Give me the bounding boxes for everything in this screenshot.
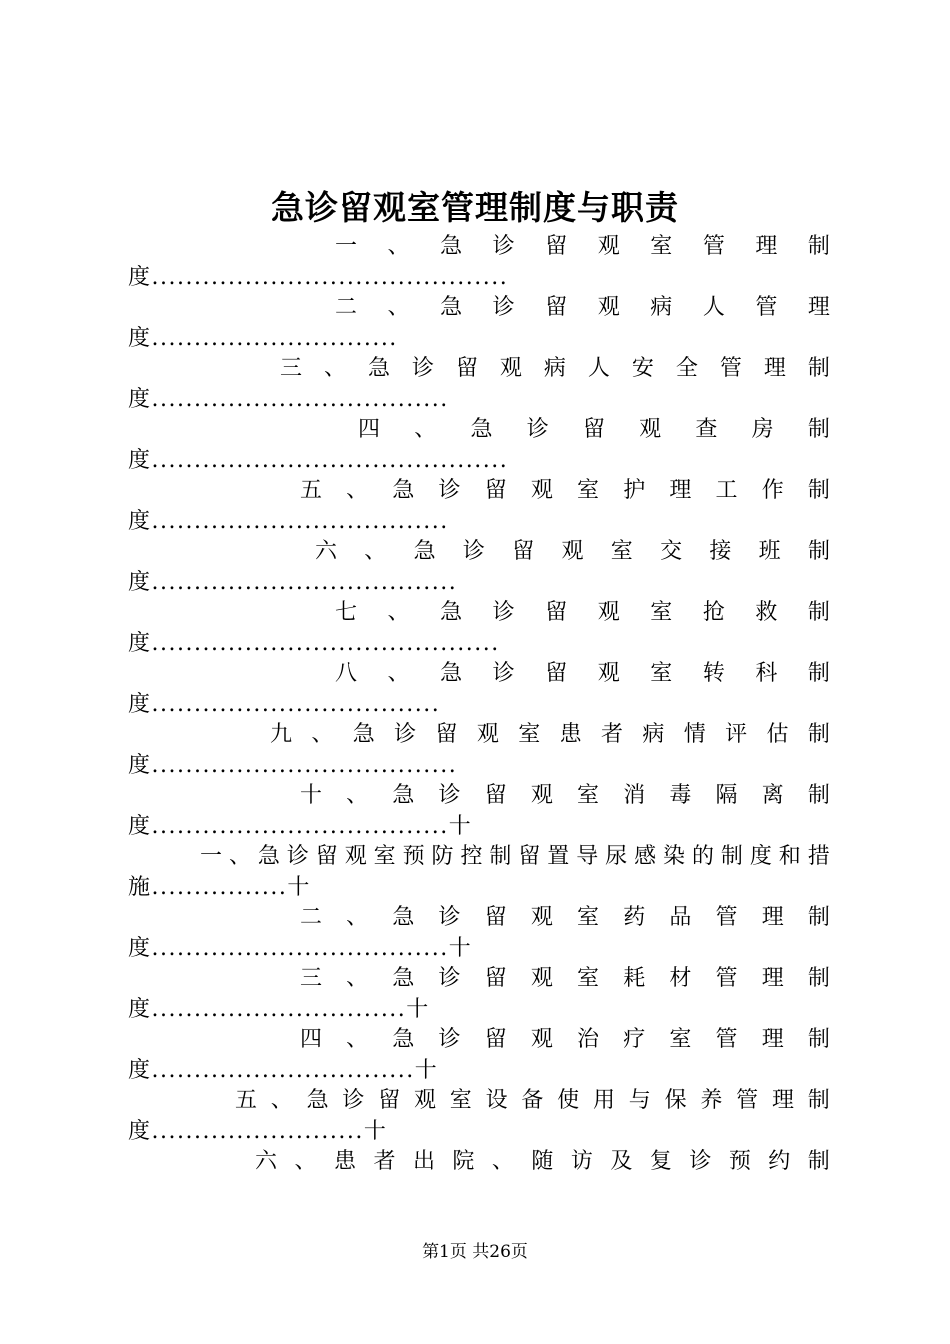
toc-entry-heading: 六 、 患 者 出 院 、 随 访 及 复 诊 预 约 制 <box>255 1149 830 1174</box>
toc-entry[interactable] <box>128 476 830 537</box>
toc-entry[interactable] <box>128 964 830 1025</box>
toc-entry[interactable] <box>128 1086 830 1147</box>
toc-entry-leader: 度................................... <box>128 387 449 412</box>
toc-entry-heading: 四 、 急 诊 留 观 治 疗 室 管 理 制 <box>300 1027 830 1052</box>
toc-entry-page: 十 <box>414 1058 437 1083</box>
toc-entry-leader: 度.......................................... <box>128 448 509 473</box>
toc-entry-page: 十 <box>287 875 310 900</box>
toc-entry-leader: 度.......................................... <box>128 265 509 290</box>
toc-entry-page: 十 <box>448 936 471 961</box>
toc-entry-heading: 二 、 急 诊 留 观 病 人 管 理 <box>335 295 830 320</box>
toc-entry[interactable] <box>128 720 830 781</box>
toc-entry-page: 十 <box>448 814 471 839</box>
toc-entry[interactable] <box>128 781 830 842</box>
toc-entry[interactable] <box>128 1025 830 1086</box>
toc-entry-page: 十 <box>406 997 429 1022</box>
toc-entry-leader: 度............................. <box>128 326 398 351</box>
toc-entry[interactable] <box>128 903 830 964</box>
page-footer: 第1页 共26页 <box>422 1242 528 1262</box>
toc-entry[interactable] <box>128 842 830 903</box>
table-of-contents <box>128 232 830 1177</box>
toc-entry-heading: 五 、 急 诊 留 观 室 设 备 使 用 与 保 养 管 理 制 <box>235 1088 830 1113</box>
toc-entry[interactable] <box>128 659 830 720</box>
toc-entry-leader: 度............................... <box>128 1058 415 1083</box>
toc-entry-leader: 度.................................... <box>128 753 458 778</box>
toc-entry-heading: 八 、 急 诊 留 观 室 转 科 制 <box>335 661 830 686</box>
toc-entry-heading: 四 、 急 诊 留 观 查 房 制 <box>358 417 830 442</box>
toc-entry-heading: 三 、 急 诊 留 观 病 人 安 全 管 理 制 <box>280 356 830 381</box>
toc-entry-heading: 五 、 急 诊 留 观 室 护 理 工 作 制 <box>300 478 830 503</box>
toc-entry-heading: 六 、 急 诊 留 观 室 交 接 班 制 <box>315 539 830 564</box>
toc-entry[interactable] <box>128 1147 830 1177</box>
toc-entry-leader: 度......................................... <box>128 631 500 656</box>
toc-entry-heading: 三 、 急 诊 留 观 室 耗 材 管 理 制 <box>300 966 830 991</box>
toc-entry-heading: 一 、 急 诊 留 观 室 管 理 制 <box>335 234 830 259</box>
toc-entry-leader: 度.................................. <box>128 692 441 717</box>
toc-entry[interactable] <box>128 598 830 659</box>
toc-entry-leader: 施................ <box>128 875 288 900</box>
toc-entry[interactable] <box>128 537 830 598</box>
toc-entry-leader: 度.............................. <box>128 997 407 1022</box>
toc-entry-leader: 度................................... <box>128 509 449 534</box>
toc-entry[interactable] <box>128 232 830 293</box>
toc-entry-heading: 一 、 急 诊 留 观 室 预 防 控 制 留 置 导 尿 感 染 的 制 度 和 措 <box>200 844 830 869</box>
toc-entry-heading: 二 、 急 诊 留 观 室 药 品 管 理 制 <box>300 905 830 930</box>
toc-entry-heading: 九 、 急 诊 留 观 室 患 者 病 情 评 估 制 <box>270 722 830 747</box>
toc-entry-leader: 度................................... <box>128 814 449 839</box>
toc-entry[interactable] <box>128 293 830 354</box>
toc-entry-leader: 度......................... <box>128 1119 364 1144</box>
page-title: 急诊留观室管理制度与职责 <box>271 188 679 227</box>
toc-entry-leader: 度.................................... <box>128 570 458 595</box>
toc-entry-heading: 七 、 急 诊 留 观 室 抢 救 制 <box>335 600 830 625</box>
toc-entry[interactable] <box>128 415 830 476</box>
toc-entry-page: 十 <box>363 1119 386 1144</box>
toc-entry-heading: 十 、 急 诊 留 观 室 消 毒 隔 离 制 <box>300 783 830 808</box>
toc-entry[interactable] <box>128 354 830 415</box>
toc-entry-leader: 度................................... <box>128 936 449 961</box>
